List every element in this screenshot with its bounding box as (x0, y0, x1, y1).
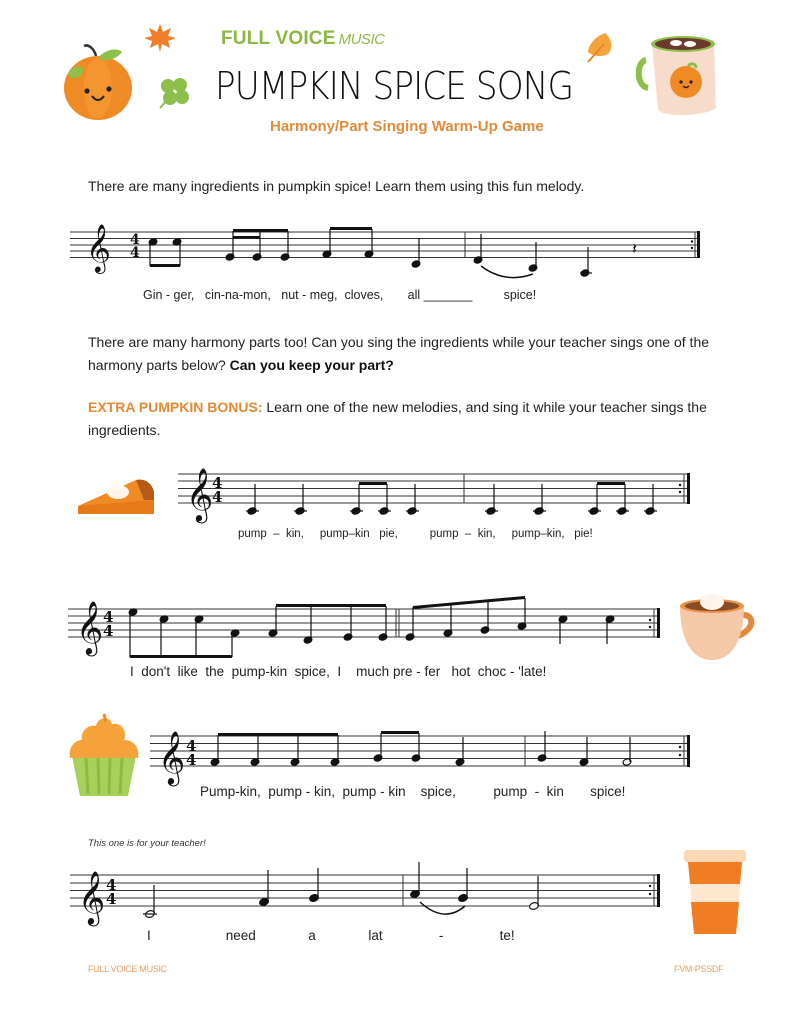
footer-code: FVM-PSSDF (674, 964, 724, 974)
harmony-intro-bold: Can you keep your part? (229, 357, 394, 373)
svg-text:𝄞: 𝄞 (86, 223, 111, 272)
bonus-label: EXTRA PUMPKIN BONUS: (88, 399, 263, 415)
svg-text:4: 4 (186, 737, 197, 755)
intro-text: There are many ingredients in pumpkin spice! Learn them using this fun melody. (88, 178, 585, 194)
svg-text:4: 4 (103, 608, 114, 626)
svg-text:4: 4 (186, 751, 197, 769)
lyrics-part-cupcake: Pump-kin, pump - kin, pump - kin spice, pump - kin spice! (200, 784, 626, 799)
svg-text:4: 4 (212, 488, 223, 506)
svg-text:𝄽: 𝄽 (632, 239, 637, 258)
bonus-body: Learn one of the new melodies, and sing it while your teacher sings the ingredients. (88, 399, 707, 438)
svg-text:𝄞: 𝄞 (186, 467, 214, 521)
lyrics-main-melody: Gin - ger, cin-na-mon, nut - meg, cloves, all _______ spice! (143, 288, 537, 302)
svg-text:4: 4 (106, 876, 117, 894)
page-title: PUMPKIN SPICE SONG (215, 64, 574, 108)
teacher-note: This one is for your teacher! (88, 838, 206, 849)
svg-text:𝄞: 𝄞 (78, 870, 106, 924)
svg-text:4: 4 (130, 245, 140, 261)
harmony-intro-body: There are many harmony parts too! Can you sing the ingredients while your teacher sings one of the harmony parts below? (88, 334, 710, 373)
lyrics-part-hot-chocolate: I don't like the pump-kin spice, I much pre - fer hot choc - 'late! (130, 664, 547, 679)
footer-brand: FULL VOICE MUSIC (88, 964, 167, 974)
svg-text:4: 4 (212, 474, 223, 492)
svg-text:4: 4 (130, 232, 140, 248)
lyrics-part-pumpkin-pie: pump – kin, pump–kin pie, pump – kin, pump–kin, pie! (238, 528, 593, 540)
svg-text:𝄞: 𝄞 (158, 730, 186, 784)
svg-text:4: 4 (106, 890, 117, 908)
brand-suffix: MUSIC (338, 31, 385, 48)
coffee-cup-illustration (682, 848, 748, 938)
lyrics-part-teacher: I need a lat - te! (147, 928, 515, 943)
svg-text:𝄞: 𝄞 (76, 600, 104, 654)
brand-name: FULL VOICE (221, 28, 336, 49)
svg-text:4: 4 (103, 622, 114, 640)
page-subtitle: Harmony/Part Singing Warm-Up Game (270, 118, 544, 135)
